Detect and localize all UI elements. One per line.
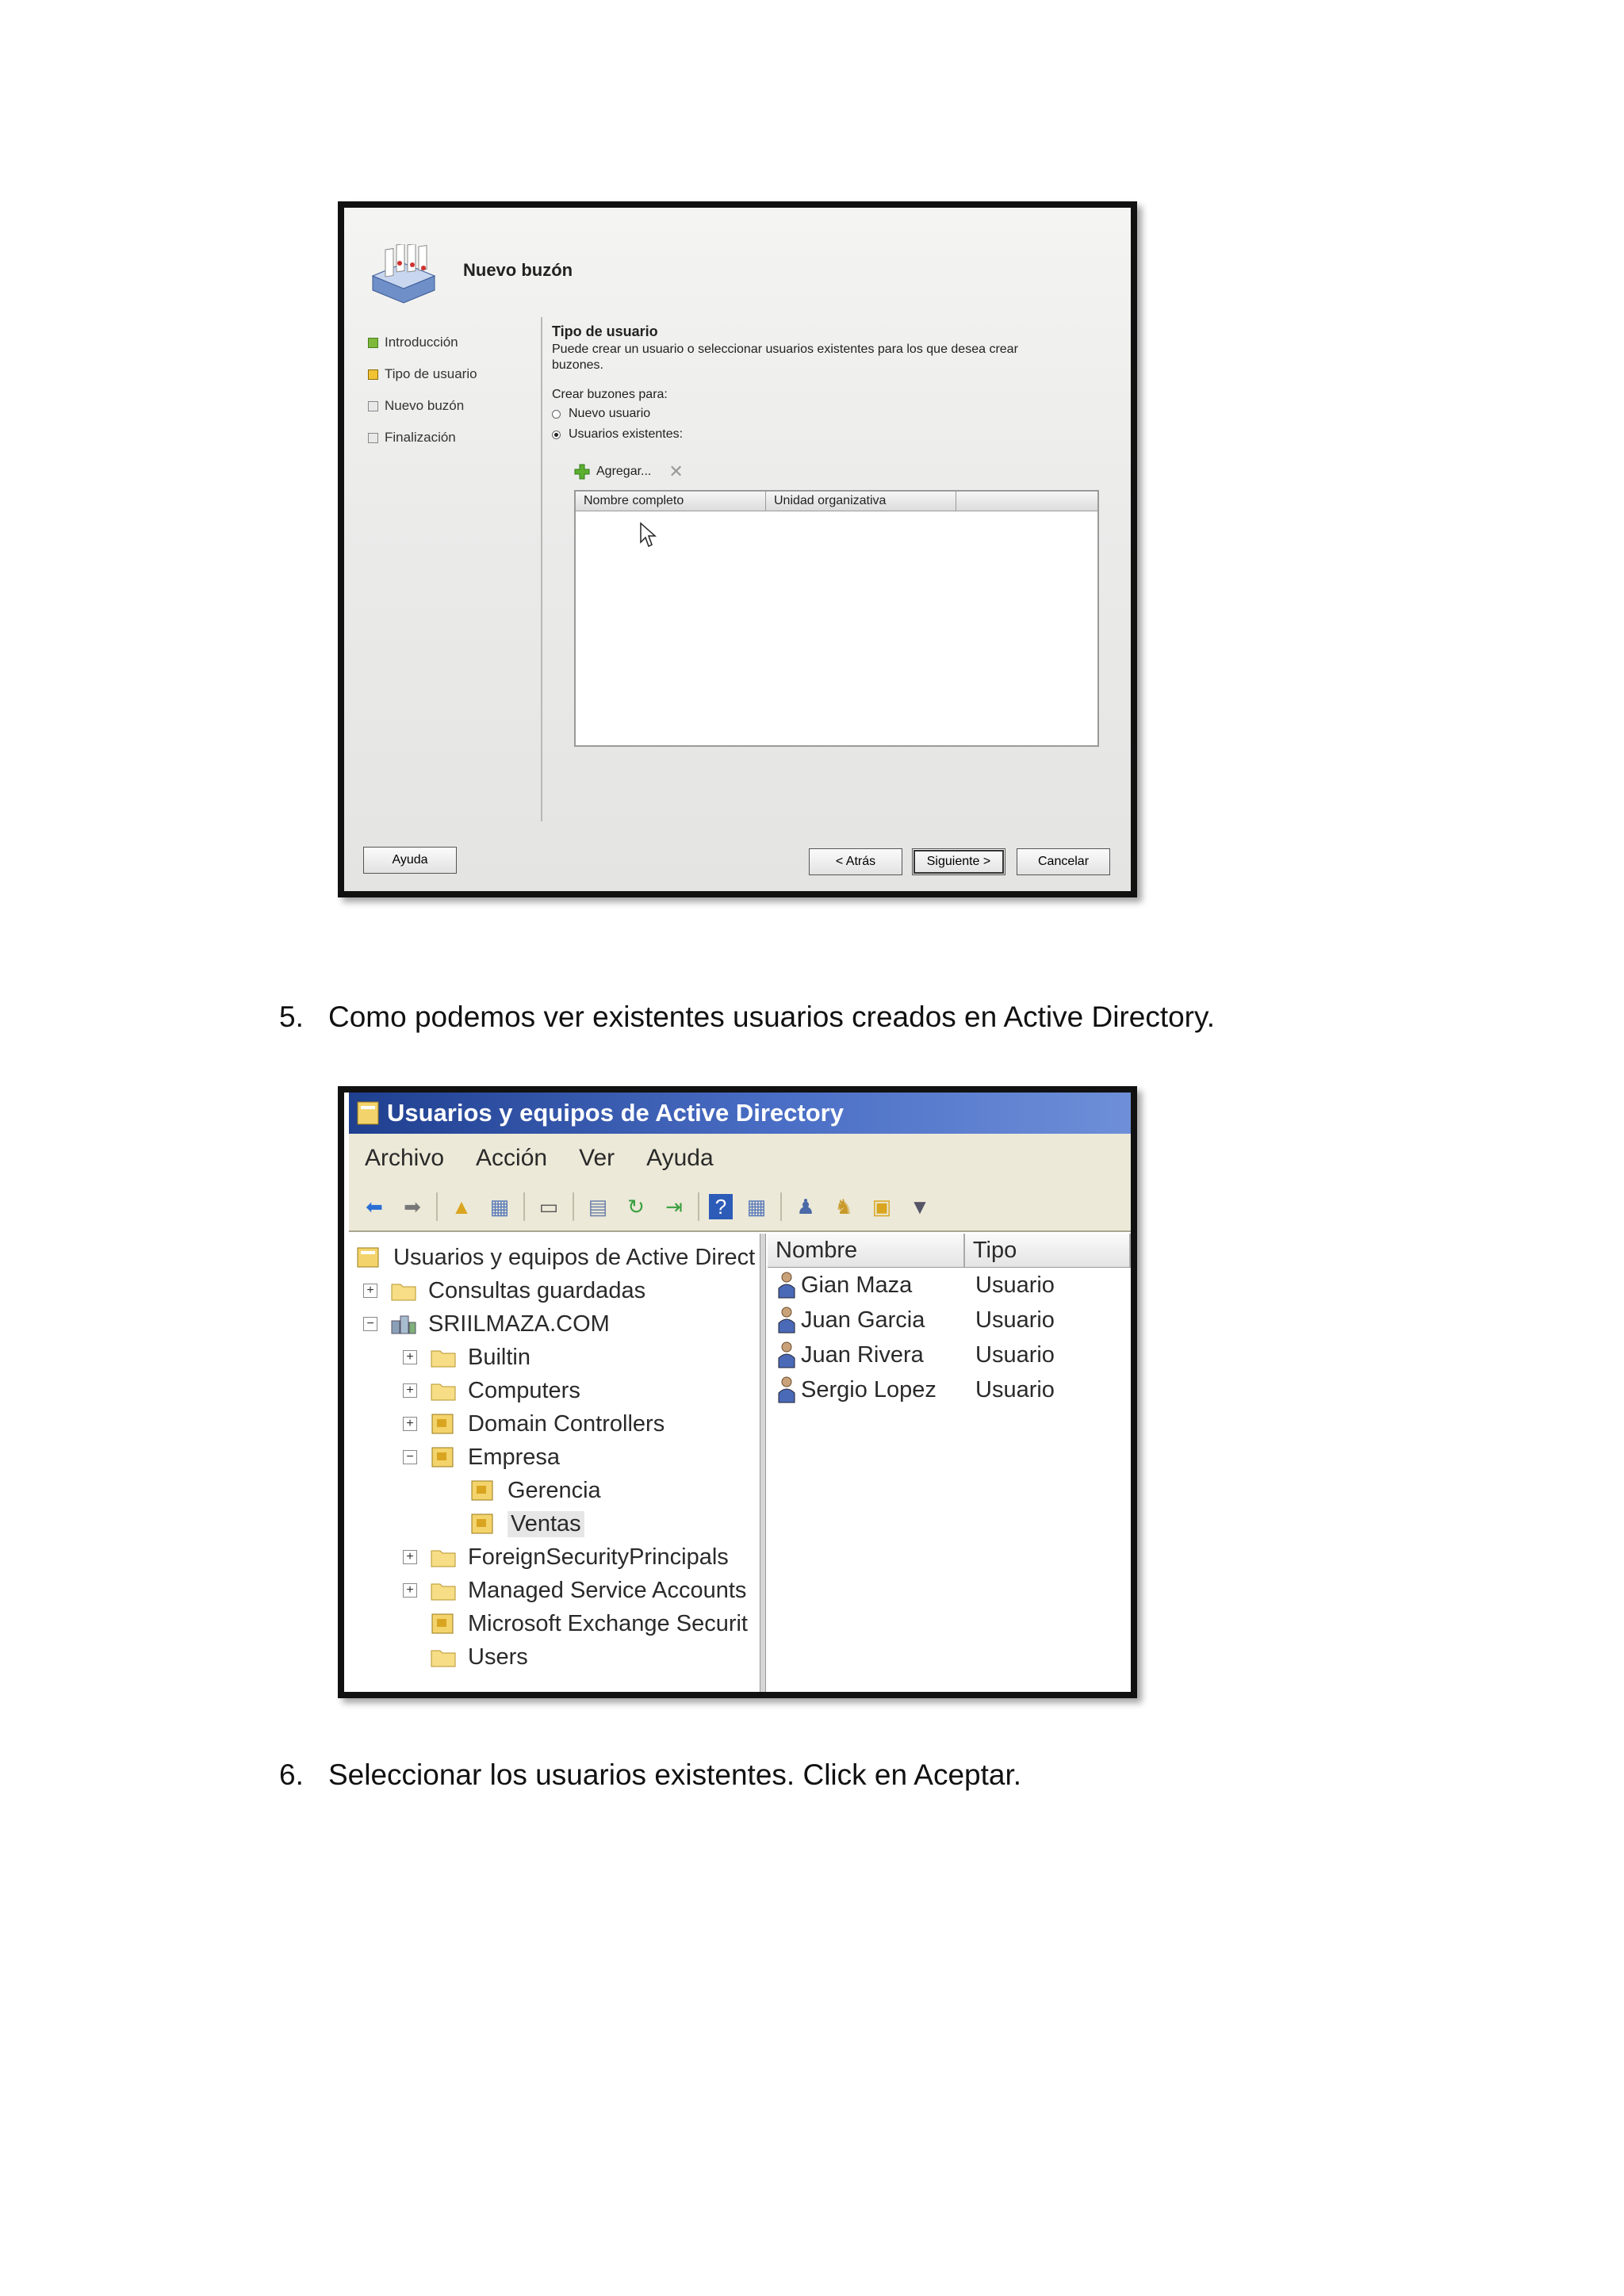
nav-divider xyxy=(541,317,542,821)
toolbar-separator xyxy=(698,1192,699,1221)
step-finalizacion xyxy=(368,422,477,453)
ad-root-icon xyxy=(355,1246,382,1269)
refresh-icon[interactable]: ↻ xyxy=(627,1194,645,1219)
forward-arrow-icon[interactable]: ➡ xyxy=(404,1194,421,1219)
step-number: 5. xyxy=(279,1001,304,1033)
export-list-icon[interactable]: ⇥ xyxy=(665,1194,683,1219)
column-header-full-name[interactable]: Nombre completo xyxy=(576,492,766,511)
tree-label: Users xyxy=(468,1644,528,1670)
step-5-paragraph xyxy=(279,1001,1215,1034)
user-icon xyxy=(777,1306,796,1334)
ou-icon xyxy=(469,1479,496,1502)
step-label: Introducción xyxy=(385,335,458,350)
user-name: Juan Garcia xyxy=(801,1307,925,1333)
expand-icon[interactable]: + xyxy=(403,1417,417,1431)
window-titlebar xyxy=(349,1093,1131,1134)
pane-splitter[interactable] xyxy=(760,1234,766,1692)
console-tree xyxy=(355,1242,756,1686)
expand-icon[interactable]: + xyxy=(363,1284,377,1298)
user-name: Gian Maza xyxy=(801,1272,913,1298)
ou-icon xyxy=(430,1446,457,1468)
cancel-button[interactable]: Cancelar xyxy=(1017,848,1110,875)
help-button[interactable]: Ayuda xyxy=(363,847,457,874)
add-icon[interactable] xyxy=(574,464,590,480)
folder-icon xyxy=(430,1546,457,1568)
new-group-icon[interactable]: ♞ xyxy=(834,1194,853,1219)
tree-label: Consultas guardadas xyxy=(428,1277,646,1303)
step-label: Nuevo buzón xyxy=(385,398,465,413)
list-item[interactable] xyxy=(768,1337,1131,1372)
show-hide-tree-icon[interactable]: ▦ xyxy=(489,1194,510,1219)
radio-label: Nuevo usuario xyxy=(569,407,651,420)
collapse-icon[interactable]: − xyxy=(363,1317,377,1331)
step-current-icon xyxy=(368,369,378,380)
tree-managed-service[interactable] xyxy=(403,1575,746,1606)
expand-icon[interactable]: + xyxy=(403,1350,417,1364)
step-text: Seleccionar los usuarios existentes. Click en Aceptar. xyxy=(328,1758,1022,1791)
collapse-icon[interactable]: − xyxy=(403,1450,417,1464)
create-for-label: Crear buzones para: xyxy=(552,388,668,401)
details-list xyxy=(768,1234,1131,1692)
menu-archivo[interactable]: Archivo xyxy=(365,1145,445,1171)
user-type: Usuario xyxy=(975,1341,1055,1368)
user-icon xyxy=(777,1341,796,1369)
folder-icon xyxy=(430,1646,457,1668)
toolbar-separator xyxy=(780,1192,782,1221)
menu-ayuda[interactable]: Ayuda xyxy=(646,1145,714,1171)
list-header xyxy=(768,1234,1131,1268)
expand-icon[interactable]: + xyxy=(403,1550,417,1564)
section-description: Puede crear un usuario o seleccionar usuarios existentes para los que desea crear buzones. xyxy=(552,342,1018,372)
user-icon xyxy=(777,1376,796,1404)
tree-exchange-security[interactable] xyxy=(430,1608,748,1640)
radio-existing-users[interactable] xyxy=(552,423,1107,446)
ou-icon xyxy=(430,1413,457,1435)
tree-label: Microsoft Exchange Securit xyxy=(468,1610,748,1636)
tree-label: Usuarios y equipos de Active Direct xyxy=(393,1244,756,1270)
tree-builtin[interactable] xyxy=(403,1341,530,1373)
section-title: Tipo de usuario xyxy=(552,323,658,339)
toolbar-separator xyxy=(573,1192,574,1221)
wizard-content xyxy=(552,323,1107,446)
expand-icon[interactable]: + xyxy=(403,1383,417,1398)
list-item[interactable] xyxy=(768,1268,1131,1303)
wizard-title: Nuevo buzón xyxy=(463,260,573,280)
ad-window-icon xyxy=(357,1101,379,1125)
column-header-org-unit[interactable]: Unidad organizativa xyxy=(766,492,956,511)
column-header-tipo[interactable]: Tipo xyxy=(965,1234,1131,1267)
tree-empresa[interactable] xyxy=(403,1441,560,1473)
menu-bar xyxy=(349,1134,1131,1184)
toolbar-separator xyxy=(523,1192,525,1221)
help-icon[interactable]: ? xyxy=(709,1194,733,1219)
tree-gerencia[interactable] xyxy=(469,1475,601,1506)
filter-icon[interactable]: ▼ xyxy=(910,1194,930,1219)
tree-label: Builtin xyxy=(468,1344,530,1370)
next-button[interactable]: Siguiente > xyxy=(912,848,1005,875)
tree-label-selected: Ventas xyxy=(508,1511,584,1537)
tree-label: Empresa xyxy=(468,1444,561,1470)
step-introduccion xyxy=(368,327,477,358)
tree-label: Computers xyxy=(468,1377,580,1403)
menu-ver[interactable]: Ver xyxy=(579,1145,615,1171)
tree-label: Domain Controllers xyxy=(468,1410,665,1437)
step-number: 6. xyxy=(279,1758,304,1791)
user-type: Usuario xyxy=(975,1307,1055,1333)
radio-button[interactable] xyxy=(552,410,561,419)
window-title: Usuarios y equipos de Active Directory xyxy=(387,1099,844,1127)
user-name: Sergio Lopez xyxy=(801,1376,936,1402)
folder-icon xyxy=(390,1280,417,1302)
ou-icon xyxy=(430,1613,457,1635)
remove-icon[interactable]: ✕ xyxy=(668,461,684,481)
list-item[interactable] xyxy=(768,1372,1131,1407)
user-list-toolbar xyxy=(574,461,684,482)
mouse-cursor-icon xyxy=(639,522,657,549)
list-item[interactable] xyxy=(768,1303,1131,1337)
console-icon[interactable]: ▦ xyxy=(746,1194,767,1219)
toolbar-separator xyxy=(436,1192,438,1221)
user-type: Usuario xyxy=(975,1376,1055,1402)
folder-icon xyxy=(430,1579,457,1601)
step-6-paragraph xyxy=(279,1758,1021,1792)
menu-accion[interactable]: Acción xyxy=(476,1145,548,1171)
mailbox-icon xyxy=(368,244,439,304)
tree-label: SRIILMAZA.COM xyxy=(428,1311,610,1337)
new-ou-icon[interactable]: ▣ xyxy=(871,1194,892,1219)
domain-icon xyxy=(390,1313,417,1335)
main-toolbar xyxy=(349,1183,1131,1232)
new-user-icon[interactable]: ♟ xyxy=(796,1194,815,1219)
new-mailbox-wizard-screenshot xyxy=(338,201,1137,897)
tree-users[interactable] xyxy=(430,1641,528,1673)
tree-label: Gerencia xyxy=(508,1477,601,1503)
user-type: Usuario xyxy=(975,1272,1055,1298)
folder-icon xyxy=(430,1346,457,1368)
user-list-grid[interactable] xyxy=(574,490,1099,747)
tree-saved-queries[interactable] xyxy=(363,1275,645,1307)
tree-label: ForeignSecurityPrincipals xyxy=(468,1544,729,1570)
up-folder-icon[interactable]: ▲ xyxy=(451,1194,472,1219)
step-text: Como podemos ver existentes usuarios creados en Active Directory. xyxy=(328,1001,1216,1033)
radio-button-selected[interactable] xyxy=(552,430,561,439)
step-label: Finalización xyxy=(385,430,456,445)
clipboard-icon[interactable]: ▭ xyxy=(538,1194,559,1219)
user-name: Juan Rivera xyxy=(801,1341,924,1368)
active-directory-screenshot xyxy=(338,1086,1137,1698)
step-complete-icon xyxy=(368,338,378,348)
tree-domain[interactable] xyxy=(363,1308,610,1340)
tree-label: Managed Service Accounts xyxy=(468,1577,747,1603)
step-nuevo-buzon xyxy=(368,390,477,422)
back-button[interactable]: < Atrás xyxy=(809,848,902,875)
tree-domain-controllers[interactable] xyxy=(403,1408,665,1440)
wizard-steps-nav xyxy=(368,327,477,453)
add-button[interactable]: Agregar... xyxy=(596,465,652,478)
folder-icon xyxy=(430,1380,457,1402)
tree-foreign-security[interactable] xyxy=(403,1541,729,1573)
grid-header xyxy=(576,492,1097,511)
step-pending-icon xyxy=(368,401,378,411)
step-pending-icon xyxy=(368,433,378,443)
step-label: Tipo de usuario xyxy=(385,366,477,381)
radio-label: Usuarios existentes: xyxy=(569,427,684,441)
tree-computers[interactable] xyxy=(403,1375,580,1406)
step-tipo-de-usuario xyxy=(368,358,477,390)
tree-ventas[interactable] xyxy=(469,1508,584,1540)
expand-icon[interactable]: + xyxy=(403,1583,417,1598)
tree-root[interactable] xyxy=(355,1242,755,1273)
properties-icon[interactable]: ▤ xyxy=(588,1194,608,1219)
back-arrow-icon[interactable]: ⬅ xyxy=(366,1194,383,1219)
user-icon xyxy=(777,1271,796,1299)
column-header-nombre[interactable]: Nombre xyxy=(768,1234,965,1267)
ou-icon xyxy=(469,1513,496,1535)
